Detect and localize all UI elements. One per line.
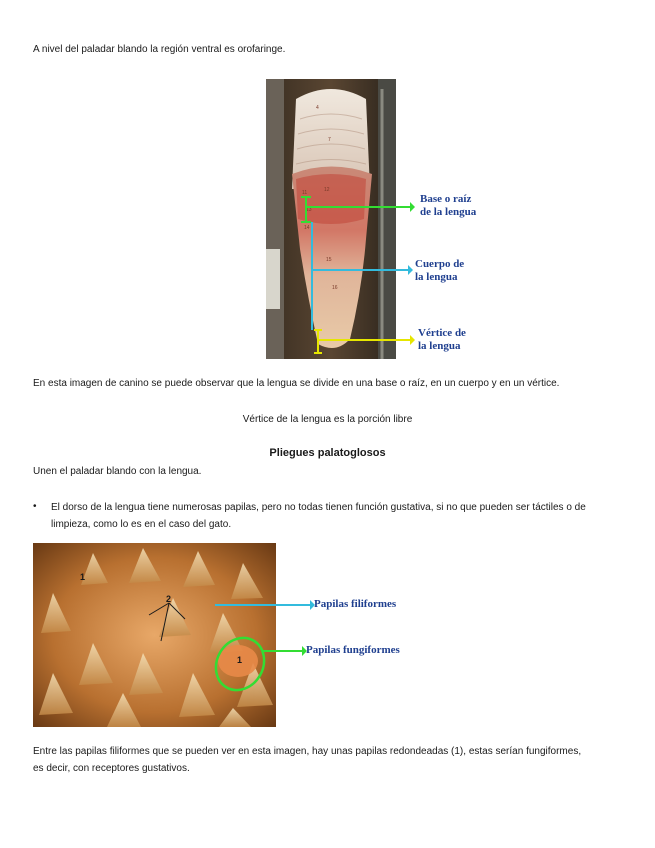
- section-heading: Pliegues palatoglosos: [269, 447, 386, 459]
- svg-text:16: 16: [332, 285, 338, 291]
- svg-text:11: 11: [302, 190, 308, 196]
- svg-text:15: 15: [326, 257, 332, 263]
- papilla-number-1a: 1: [80, 572, 86, 582]
- final-line-2: es decir, con receptores gustativos.: [33, 763, 190, 774]
- body-bracket: [312, 222, 413, 330]
- base-label-line1: Base o raíz: [420, 193, 472, 205]
- bullet-line-1: El dorso de la lengua tiene numerosas papilas, pero no todas tienen función gustativa, si no que pueden ser táctiles o de: [51, 502, 586, 513]
- papilla-number-2: 2: [166, 594, 172, 604]
- bullet-marker: •: [33, 501, 37, 512]
- bullet-line-2: limpieza, como lo es en el caso del gato.: [51, 519, 232, 530]
- base-bracket: [301, 197, 415, 222]
- svg-text:4: 4: [316, 105, 319, 111]
- apex-label-line2: la lengua: [418, 340, 461, 352]
- apex-bracket: [314, 330, 415, 353]
- svg-text:14: 14: [304, 225, 310, 231]
- svg-text:12: 12: [324, 187, 330, 193]
- filiform-label: Papilas filiformes: [314, 598, 397, 610]
- caption-paragraph: En esta imagen de canino se puede observar que la lengua se divide en una base o raíz, en un cuerpo y en un vértice.: [33, 378, 560, 389]
- tongue-annotations: [290, 190, 415, 360]
- intro-paragraph: A nivel del paladar blando la región ventral es orofaringe.: [33, 44, 286, 55]
- body-label-line2: la lengua: [415, 271, 458, 283]
- apex-label-line1: Vértice de: [418, 327, 466, 339]
- papilla-number-1b: 1: [237, 655, 243, 665]
- body-label-line1: Cuerpo de: [415, 258, 465, 270]
- svg-text:13: 13: [306, 207, 312, 213]
- papillae-photo: [33, 543, 276, 727]
- svg-text:7: 7: [328, 137, 331, 143]
- folds-paragraph: Unen el paladar blando con la lengua.: [33, 466, 202, 477]
- base-label-line2: de la lengua: [420, 206, 477, 218]
- final-line-1: Entre las papilas filiformes que se pueden ver en esta imagen, hay unas papilas redondeadas (1), estas serían fungiformes,: [33, 746, 582, 757]
- fungiform-label: Papilas fungiformes: [306, 644, 400, 656]
- apex-note: Vértice de la lengua es la porción libre: [242, 414, 413, 425]
